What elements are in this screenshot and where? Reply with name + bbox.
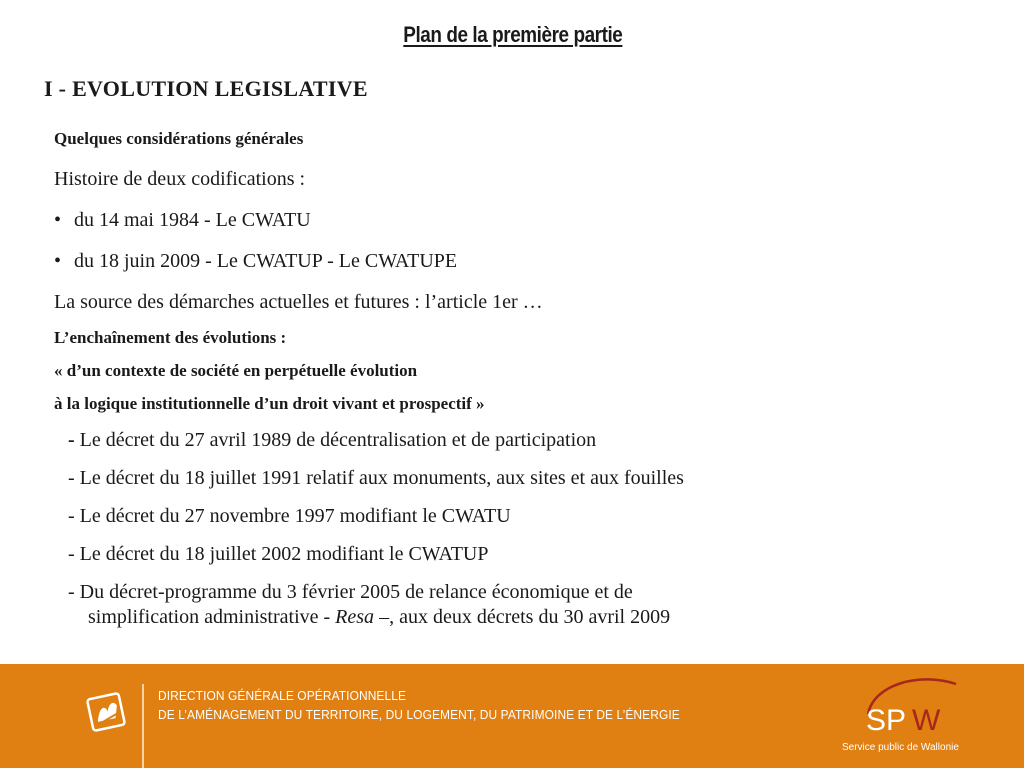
dgo-name: [158, 686, 680, 724]
bullet-icon: •: [54, 209, 62, 231]
quote-line-1: « d’un contexte de société en perpétuelle évolution: [54, 361, 418, 380]
section-heading: I - EVOLUTION LEGISLATIVE: [44, 76, 368, 101]
bullet-icon: •: [54, 250, 62, 272]
spw-letters-w: W: [912, 704, 941, 737]
footer-bar: [0, 664, 1024, 768]
bullet-text: du 14 mai 1984 - Le CWATU: [74, 209, 311, 231]
decree-emphasis: Resa: [335, 606, 375, 628]
spw-letters-sp: SP: [866, 704, 907, 737]
history-line: Histoire de deux codifications :: [54, 168, 306, 190]
decree-text: Le décret du 27 novembre 1997 modifiant le CWATU: [79, 505, 511, 527]
source-line: La source des démarches actuelles et futures : l’article 1er …: [54, 291, 543, 313]
subheading: Quelques considérations générales: [54, 129, 304, 148]
dash-marker: -: [68, 429, 75, 451]
decree-text: –, aux deux décrets du 30 avril 2009: [374, 606, 671, 628]
dash-marker: -: [68, 467, 75, 489]
decree-text: simplification administrative -: [88, 606, 336, 628]
decree-text: Le décret du 18 juillet 2002 modifiant le CWATUP: [79, 543, 489, 565]
decree-item: [68, 505, 511, 528]
dgo-line-1: DIRECTION GÉNÉRALE OPÉRATIONNELLE: [158, 688, 407, 703]
quote-line-2: à la logique institutionnelle d’un droit vivant et prospectif »: [54, 394, 485, 413]
slide-title: [73, 22, 954, 48]
spw-subtitle: Service public de Wallonie: [842, 742, 959, 753]
wallonia-rooster-logo-icon: [84, 690, 128, 734]
slide-title-text: Plan de la première partie: [403, 22, 623, 47]
decree-text: Le décret du 27 avril 1989 de décentralisation et de participation: [79, 429, 597, 451]
decree-continuation: [88, 606, 670, 629]
bullet-item: [54, 250, 457, 273]
bullet-item: [54, 209, 311, 232]
bullet-text: du 18 juin 2009 - Le CWATUP - Le CWATUPE: [74, 250, 458, 272]
decree-item: [68, 429, 596, 452]
spw-logo-icon: [860, 674, 980, 740]
dgo-line-2: DE L’AMÉNAGEMENT DU TERRITOIRE, DU LOGEMENT, DU PATRIMOINE ET DE L’ÉNERGIE: [158, 707, 680, 722]
decree-text: Du décret-programme du 3 février 2005 de relance économique et de: [79, 581, 633, 603]
decree-item: [68, 543, 488, 566]
chain-heading: L’enchaînement des évolutions :: [54, 328, 287, 347]
footer-divider: [142, 684, 144, 768]
decree-item: [68, 581, 633, 604]
dash-marker: -: [68, 505, 75, 527]
dash-marker: -: [68, 581, 75, 603]
decree-item: [68, 467, 684, 490]
dash-marker: -: [68, 543, 75, 565]
decree-text: Le décret du 18 juillet 1991 relatif aux monuments, aux sites et aux fouilles: [79, 467, 684, 489]
